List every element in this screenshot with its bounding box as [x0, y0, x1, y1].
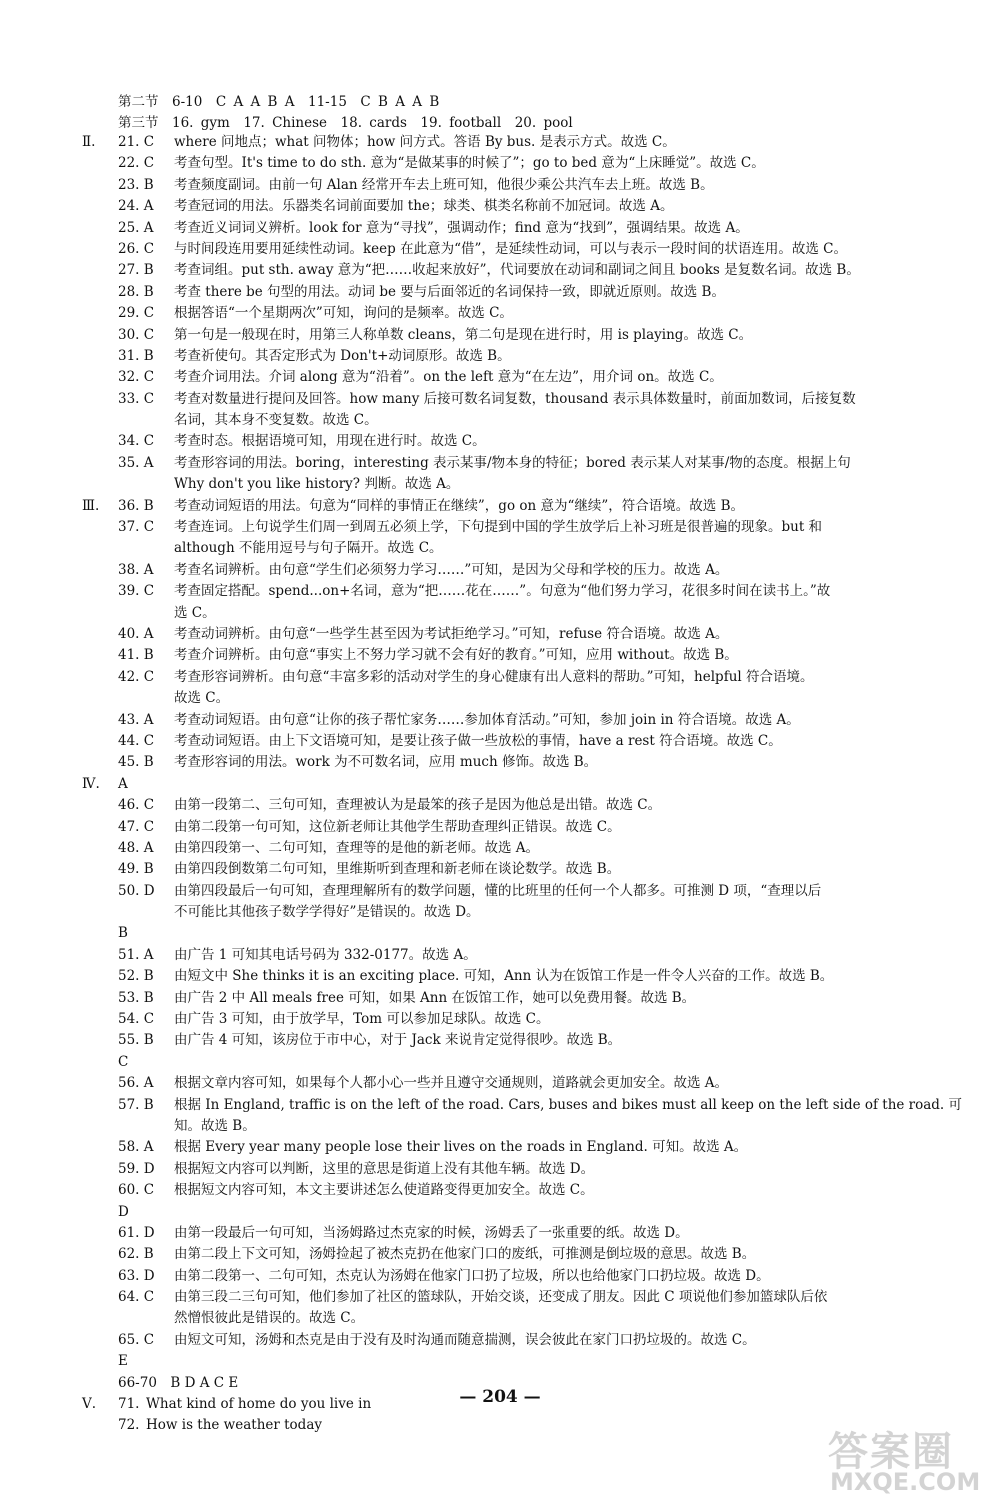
answer-row	[82, 1009, 962, 1030]
explanation-text: 由第一段第二、三句可知，查理被认为是最笨的孩子是因为他总是出错。故选 C。	[174, 797, 662, 814]
explanation-text: 由广告 3 可知，由于放学早，Tom 可以参加足球队。故选 C。	[174, 1011, 550, 1028]
answer-row	[82, 1095, 962, 1116]
answer-row	[82, 752, 962, 773]
question-number: 62. B	[118, 1246, 154, 1263]
explanation-text: 考查冠词的用法。乐器类名词前面要加 the；球类、棋类名称前不加冠词。故选 A。	[174, 198, 674, 215]
section-3-answers: 第三节 16. gym 17. Chinese 18. cards 19. football 20. pool	[118, 115, 573, 131]
explanation-text: 考查动词短语。由句意“让你的孩子帮忙家务……参加体育活动。”可知，参加 join in 符合语境。故选 A。	[174, 711, 800, 728]
answer-row	[82, 1330, 962, 1351]
explanation-text: 考查时态。根据语境可知，用现在进行时。故选 C。	[174, 433, 486, 450]
answer-row	[82, 218, 962, 239]
answer-row	[82, 325, 962, 346]
answer-row	[82, 431, 962, 452]
explanation-text: 不可能比其他孩子数学学得好”是错误的。故选 D。	[174, 904, 480, 921]
question-number: 29. C	[118, 305, 155, 322]
answer-row	[82, 1180, 962, 1201]
answer-row	[82, 153, 962, 174]
answer-explanations	[82, 132, 962, 1437]
answer-row	[82, 710, 962, 731]
answer-row	[82, 239, 962, 260]
answer-row	[82, 859, 962, 880]
answer-row	[82, 774, 962, 795]
explanation-text: 考查动词短语。由上下文语境可知，是要让孩子做一些放松的事情，have a rest 符合语境。故选 C。	[174, 732, 782, 749]
question-number: 50. D	[118, 882, 155, 899]
question-number: E	[118, 1353, 128, 1370]
question-number: 25. A	[118, 219, 154, 236]
section-2-answers: 第二节 6-10 C A A B A 11-15 C B A A B	[118, 94, 440, 110]
question-number: 59. D	[118, 1160, 155, 1177]
explanation-text: 名词，其本身不变复数。故选 C。	[174, 412, 378, 429]
question-number: A	[118, 775, 128, 792]
explanation-text: 根据短文内容可知，本文主要讲述怎么使道路变得更加安全。故选 C。	[174, 1182, 594, 1199]
explanation-text: 然憎恨彼此是错误的。故选 C。	[174, 1310, 365, 1327]
answer-row	[82, 538, 962, 559]
answer-row	[82, 581, 962, 602]
answer-row	[82, 410, 962, 431]
question-number: 57. B	[118, 1096, 154, 1113]
answer-row	[82, 902, 962, 923]
question-number: 48. A	[118, 839, 154, 856]
explanation-text: 考查介词用法。介词 along 意为“沿着”。on the left 意为“在左边”，用介词 on。故选 C。	[174, 369, 723, 386]
question-number: 44. C	[118, 732, 155, 749]
question-number: 27. B	[118, 262, 154, 279]
answer-row	[82, 1223, 962, 1244]
question-number: 45. B	[118, 754, 154, 771]
question-number: 22. C	[118, 155, 155, 172]
question-number: 21. C	[118, 134, 155, 150]
answer-row	[82, 988, 962, 1009]
explanation-text: 考查动词短语的用法。句意为“同样的事情正在继续”，go on 意为“继续”，符合语境。故选 B。	[174, 497, 744, 514]
question-number: 51. A	[118, 946, 154, 963]
question-number: 58. A	[118, 1139, 154, 1156]
answer-row	[82, 367, 962, 388]
question-number: 65. C	[118, 1331, 155, 1348]
answer-row	[82, 1308, 962, 1329]
section-numeral: Ⅲ.	[82, 497, 100, 514]
explanation-text: 根据 In England, traffic is on the left of the road. Cars, buses and bikes must all keep on the left side of the road. 可	[174, 1096, 962, 1113]
explanation-text: 由广告 4 可知，该房位于市中心，对于 Jack 来说肯定觉得很吵。故选 B。	[174, 1032, 622, 1049]
question-number: 26. C	[118, 240, 155, 257]
answer-row	[82, 881, 962, 902]
question-number: 55. B	[118, 1032, 154, 1049]
watermark-logo	[810, 1420, 1000, 1496]
explanation-text: where 问地点；what 问物体；how 问方式。答语 By bus. 是表示方式。故选 C。	[174, 134, 676, 150]
question-number: 66-70 B D A C E	[118, 1374, 239, 1391]
answer-row	[82, 624, 962, 645]
question-number: 71.	[118, 1396, 140, 1413]
explanation-text: 根据 Every year many people lose their lives on the roads in England. 可知。故选 A。	[174, 1139, 748, 1156]
explanation-text: 由广告 1 可知其电话号码为 332-0177。故选 A。	[174, 946, 477, 963]
answer-row	[82, 303, 962, 324]
explanation-text: 由短文可知，汤姆和杰克是由于没有及时沟通而随意揣测，误会彼此在家门口扔垃圾的。故选 C。	[174, 1331, 756, 1348]
question-number: 72.	[118, 1417, 140, 1434]
question-number: 56. A	[118, 1075, 154, 1092]
question-number: 37. C	[118, 519, 155, 536]
answer-row	[82, 346, 962, 367]
question-number: 39. C	[118, 583, 155, 600]
explanation-text: although 不能用逗号与句子隔开。故选 C。	[174, 540, 443, 557]
answer-row	[82, 1159, 962, 1180]
answer-row	[82, 1202, 962, 1223]
explanation-text: 由第二段上下文可知，汤姆捡起了被杰克扔在他家门口的废纸，可推测是倒垃圾的意思。故选 B。	[174, 1246, 756, 1263]
answer-row	[82, 603, 962, 624]
answer-row	[82, 453, 962, 474]
explanation-text: 由第四段最后一句可知，查理理解所有的数学问题，懂的比班里的任何一个人都多。可推测 D 项，“查理以后	[174, 882, 822, 899]
explanation-text: 考查连词。上句说学生们周一到周五必须上学，下句提到中国的学生放学后上补习班是很普遍的现象。but 和	[174, 519, 823, 536]
explanation-text: 由第二段第一、二句可知，杰克认为汤姆在他家门口扔了垃圾，所以也给他家门口扔垃圾。故选 D。	[174, 1267, 770, 1284]
answer-row	[82, 560, 962, 581]
question-number: 30. C	[118, 326, 155, 343]
explanation-text: 考查形容词的用法。work 为不可数名词，应用 much 修饰。故选 B。	[174, 754, 598, 771]
question-number: 32. C	[118, 369, 155, 386]
question-number: 40. A	[118, 625, 154, 642]
answer-row	[82, 389, 962, 410]
explanation-text: 考查对数量进行提问及回答。how many 后接可数名词复数，thousand 表示具体数量时，前面加数词，后接复数	[174, 390, 856, 407]
page-number: — 204 —	[459, 1387, 541, 1407]
explanation-text: 由第二段第一句可知，这位新老师让其他学生帮助查理纠正错误。故选 C。	[174, 818, 621, 835]
answer-row	[82, 688, 962, 709]
question-number: 24. A	[118, 198, 154, 215]
explanation-text: 考查 there be 句型的用法。动词 be 要与后面邻近的名词保持一致，即就近原则。故选 B。	[174, 283, 725, 300]
explanation-text: 考查名词辨析。由句意“学生们必须努力学习……”可知，是因为父母和学校的压力。故选 A。	[174, 561, 729, 578]
watermark-text: 答案圈	[828, 1429, 954, 1475]
answer-row	[82, 474, 962, 495]
answer-row	[82, 1137, 962, 1158]
answer-row	[82, 945, 962, 966]
explanation-text: 根据文章内容可知，如果每个人都小心一些并且遵守交通规则，道路就会更加安全。故选 A。	[174, 1075, 729, 1092]
explanation-text: 根据答语“一个星期两次”可知，询问的是频率。故选 C。	[174, 305, 513, 322]
explanation-text: How is the weather today	[146, 1417, 323, 1434]
question-number: 43. A	[118, 711, 154, 728]
answer-row	[82, 1052, 962, 1073]
answer-row	[82, 1266, 962, 1287]
question-number: 52. B	[118, 968, 154, 985]
answer-row	[82, 966, 962, 987]
answer-row	[82, 645, 962, 666]
explanation-text: 考查词组。put sth. away 意为“把……收起来放好”，代词要放在动词和副词之间且 books 是复数名词。故选 B。	[174, 262, 860, 279]
explanation-text: 考查句型。It's time to do sth. 意为“是做某事的时候了”；go to bed 意为“上床睡觉”。故选 C。	[174, 155, 765, 172]
answer-row	[82, 1030, 962, 1051]
question-number: 47. C	[118, 818, 155, 835]
question-number: 38. A	[118, 561, 154, 578]
question-number: 23. B	[118, 176, 154, 193]
answer-row	[82, 517, 962, 538]
section-numeral: Ⅴ.	[82, 1396, 97, 1413]
question-number: 36. B	[118, 497, 154, 514]
answer-row	[82, 838, 962, 859]
question-number: 33. C	[118, 390, 155, 407]
explanation-text: 由第一段最后一句可知，当汤姆路过杰克家的时候，汤姆丢了一张重要的纸。故选 D。	[174, 1224, 689, 1241]
question-number: 46. C	[118, 797, 155, 814]
answer-row	[82, 132, 962, 153]
question-number: 31. B	[118, 347, 154, 364]
explanation-text: 由短文中 She thinks it is an exciting place. 可知，Ann 认为在饭馆工作是一件令人兴奋的工作。故选 B。	[174, 968, 834, 985]
answer-row	[82, 731, 962, 752]
explanation-text: What kind of home do you live in	[146, 1396, 372, 1413]
answer-row	[82, 795, 962, 816]
answer-row	[82, 1287, 962, 1308]
explanation-text: 故选 C。	[174, 690, 230, 707]
question-number: 53. B	[118, 989, 154, 1006]
section-numeral: Ⅳ.	[82, 775, 100, 792]
question-number: 41. B	[118, 647, 154, 664]
question-number: D	[118, 1203, 129, 1220]
question-number: 35. A	[118, 454, 154, 471]
explanation-text: Why don't you like history? 判断。故选 A。	[174, 476, 460, 493]
explanation-text: 由第三段二三句可知，他们参加了社区的篮球队，开始交谈，还变成了朋友。因此 C 项说他们参加篮球队后依	[174, 1289, 828, 1306]
answer-row	[82, 667, 962, 688]
explanation-text: 由广告 2 中 All meals free 可知，如果 Ann 在饭馆工作，她可以免费用餐。故选 B。	[174, 989, 696, 1006]
question-number: 63. D	[118, 1267, 155, 1284]
question-number: C	[118, 1053, 129, 1070]
question-number: 61. D	[118, 1224, 155, 1241]
answer-row	[82, 196, 962, 217]
explanation-text: 考查频度副词。由前一句 Alan 经常开车去上班可知，他很少乘公共汽车去上班。故选 B。	[174, 176, 714, 193]
explanation-text: 考查形容词的用法。boring，interesting 表示某事/物本身的特征；bored 表示某人对某事/物的态度。根据上句	[174, 454, 851, 471]
explanation-text: 考查近义词词义辨析。look for 意为“寻找”，强调动作；find 意为“找到”，强调结果。故选 A。	[174, 219, 749, 236]
question-number: B	[118, 925, 128, 942]
question-number: 28. B	[118, 283, 154, 300]
question-number: 42. C	[118, 668, 155, 685]
answer-row	[82, 1116, 962, 1137]
explanation-text: 选 C。	[174, 604, 216, 621]
answer-row	[82, 923, 962, 944]
explanation-text: 由第四段倒数第二句可知，里维斯听到查理和新老师在谈论数学。故选 B。	[174, 861, 621, 878]
answer-row	[82, 1244, 962, 1265]
explanation-text: 第一句是一般现在时，用第三人称单数 cleans，第二句是现在进行时，用 is playing。故选 C。	[174, 326, 753, 343]
explanation-text: 知。故选 B。	[174, 1117, 256, 1134]
answer-row	[82, 1073, 962, 1094]
question-number: 64. C	[118, 1289, 155, 1306]
explanation-text: 考查介词辨析。由句意“事实上不努力学习就不会有好的教育。”可知，应用 without。故选 B。	[174, 647, 738, 664]
question-number: 54. C	[118, 1011, 155, 1028]
question-number: 49. B	[118, 861, 154, 878]
section-numeral: Ⅱ.	[82, 134, 96, 150]
answer-row	[82, 1351, 962, 1372]
answer-row	[82, 496, 962, 517]
explanation-text: 考查祈使句。其否定形式为 Don't+动词原形。故选 B。	[174, 347, 511, 364]
answer-row	[82, 282, 962, 303]
question-number: 34. C	[118, 433, 155, 450]
explanation-text: 考查形容词辨析。由句意“丰富多彩的活动对学生的身心健康有出人意料的帮助。”可知，helpful 符合语境。	[174, 668, 814, 685]
explanation-text: 由第四段第一、二句可知，查理等的是他的新老师。故选 A。	[174, 839, 540, 856]
explanation-text: 考查固定搭配。spend...on+名词，意为“把……花在……”。句意为“他们努力学习，花很多时间在读书上。”故	[174, 583, 831, 600]
question-number: 60. C	[118, 1182, 155, 1199]
explanation-text: 与时间段连用要用延续性动词。keep 在此意为“借”，是延续性动词，可以与表示一段时间的状语连用。故选 C。	[174, 240, 848, 257]
explanation-text: 根据短文内容可以判断，这里的意思是街道上没有其他车辆。故选 D。	[174, 1160, 595, 1177]
answer-row	[82, 817, 962, 838]
watermark-url: MXQE.COM	[830, 1468, 981, 1496]
explanation-text: 考查动词辨析。由句意“一些学生甚至因为考试拒绝学习。”可知，refuse 符合语境。故选 A。	[174, 625, 729, 642]
answer-row	[82, 175, 962, 196]
answer-row	[82, 260, 962, 281]
